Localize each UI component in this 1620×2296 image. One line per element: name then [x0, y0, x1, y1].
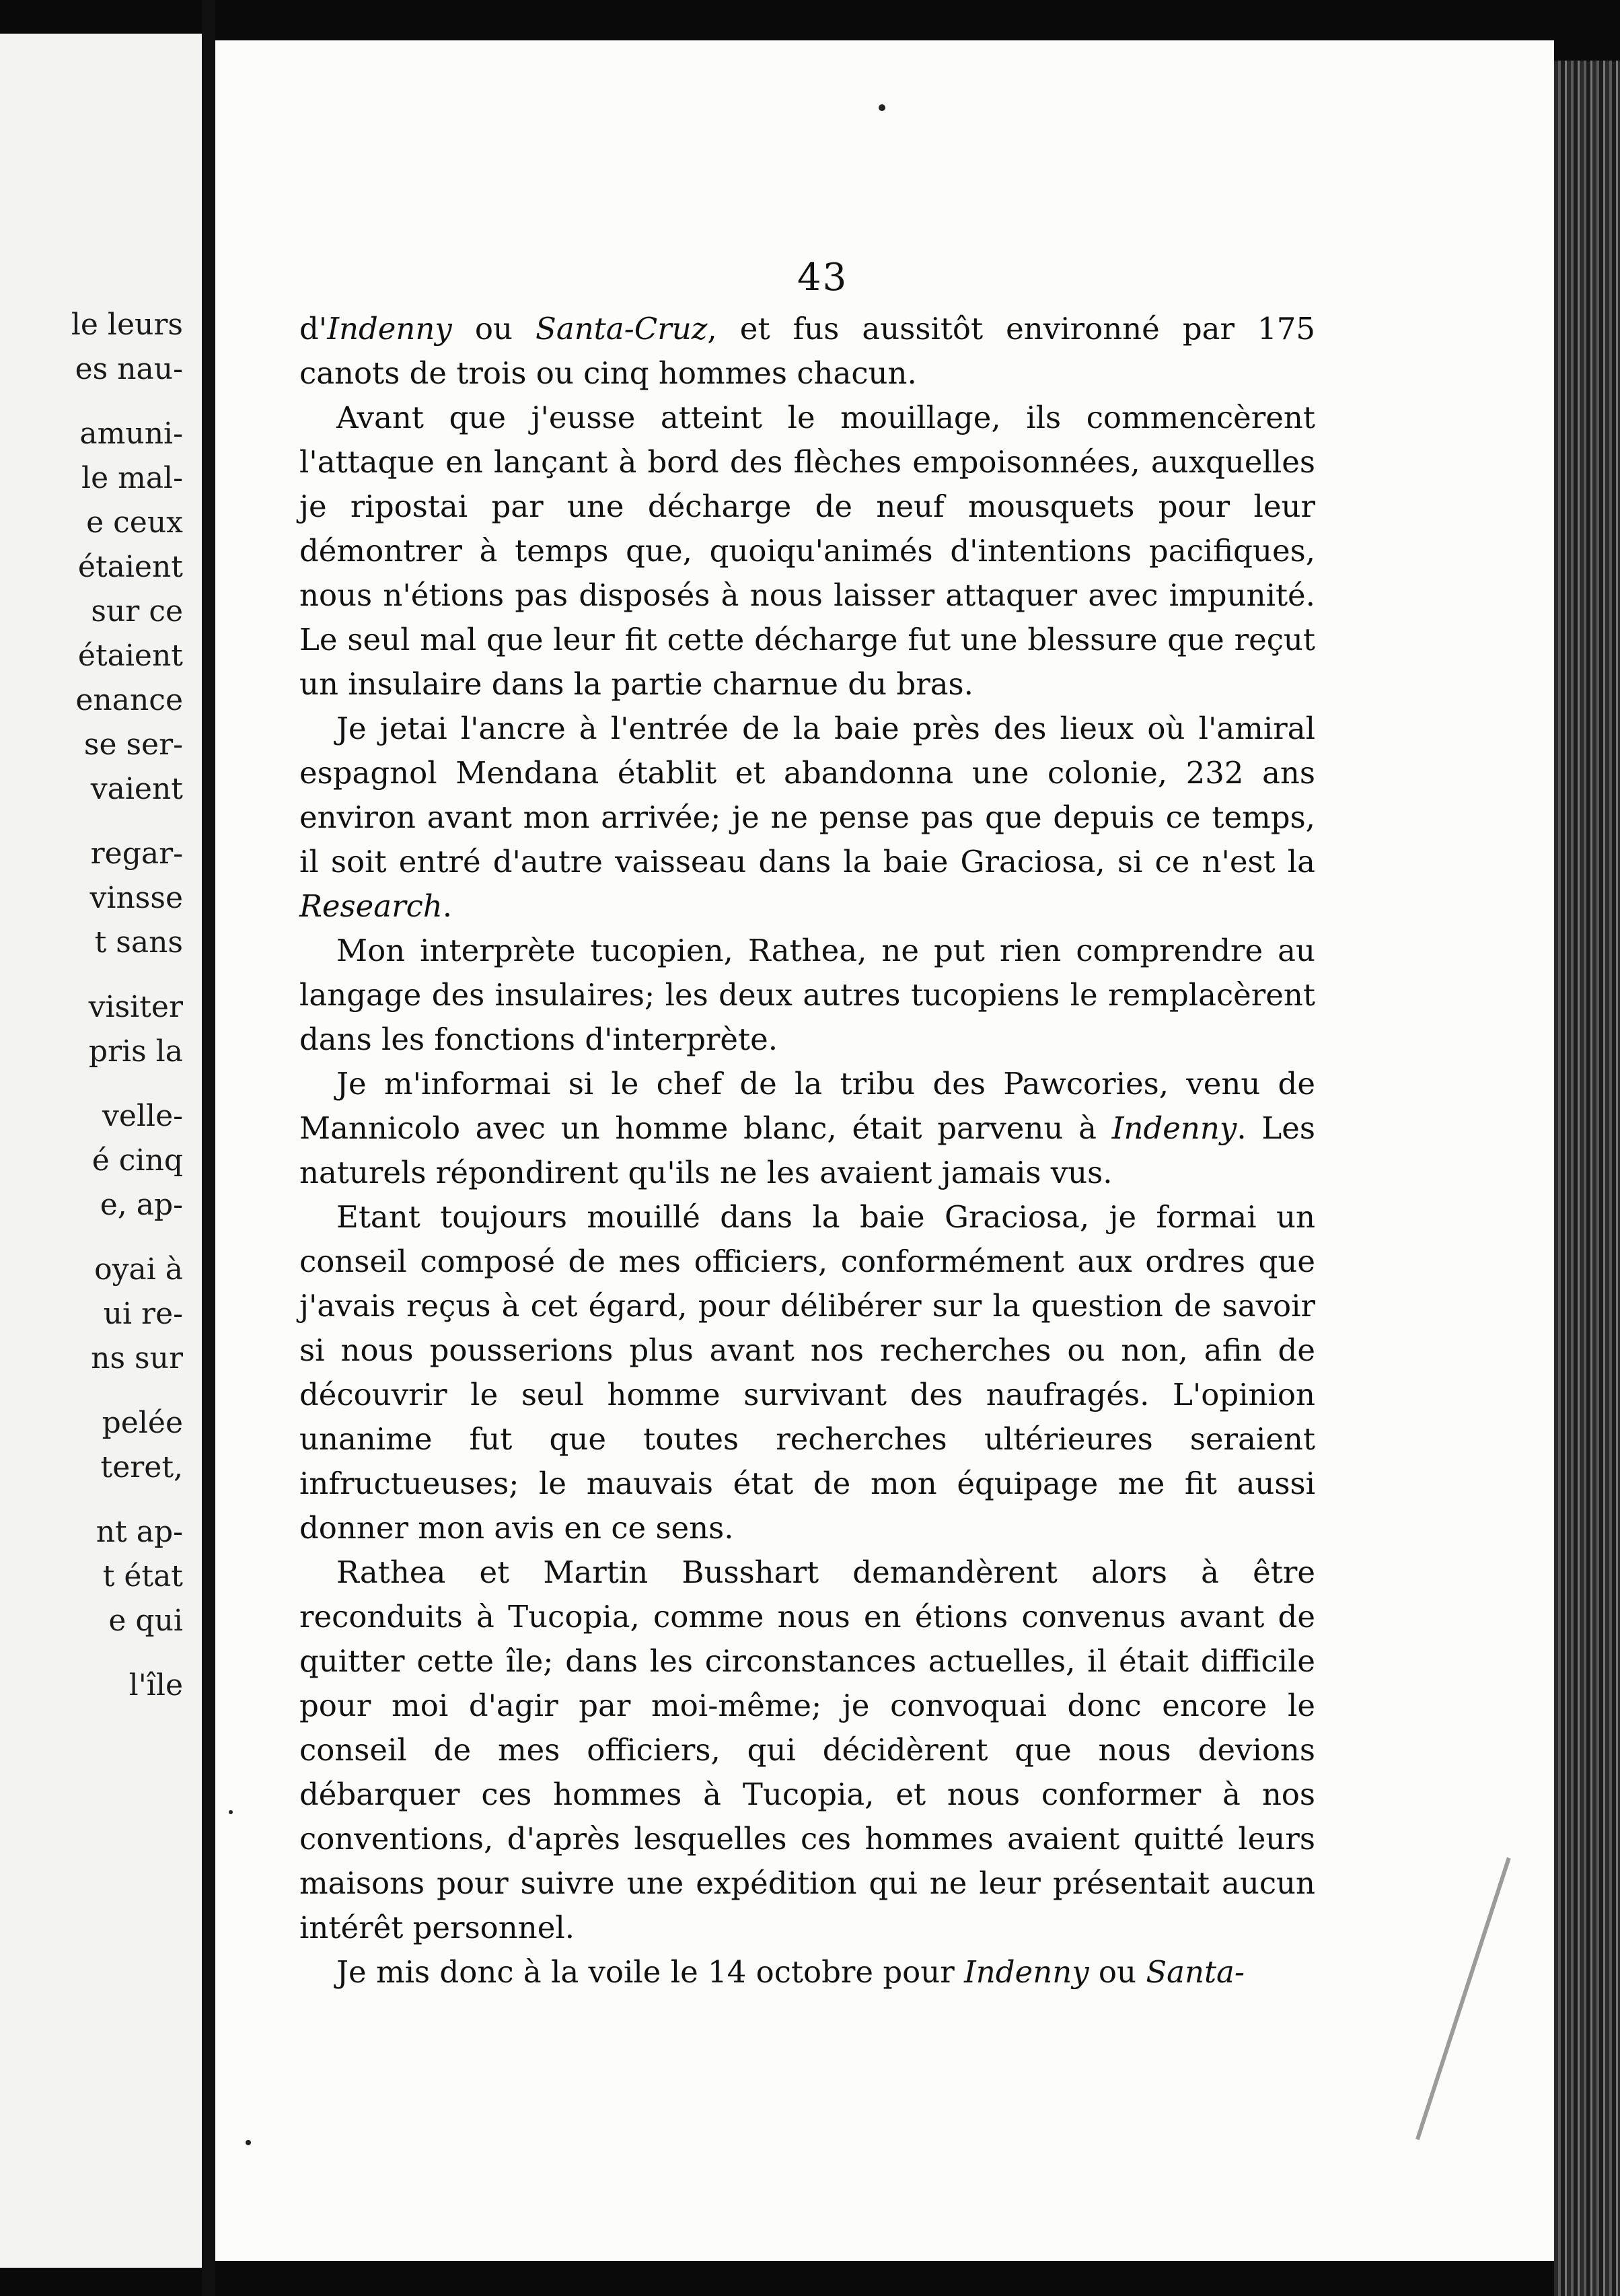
- paragraph: [299, 707, 1315, 929]
- book-gutter: [202, 0, 215, 2296]
- left-page-line: ui re-: [103, 1297, 183, 1331]
- page-number: 43: [797, 256, 848, 299]
- left-page-line: pelée: [102, 1406, 183, 1440]
- left-page-line: enance: [75, 683, 183, 717]
- speck: [229, 1810, 233, 1814]
- speck: [246, 2140, 251, 2145]
- left-page: [0, 34, 202, 2268]
- left-page-line: nt ap-: [96, 1515, 183, 1549]
- paragraph: [299, 1550, 1315, 1950]
- text-segment: ou: [451, 311, 536, 347]
- italic-text: Santa-: [1146, 1954, 1245, 1990]
- paragraph: [299, 396, 1315, 707]
- text-segment: . Les naturels répondirent qu'ils ne les avaient jamais vus.: [299, 1110, 1315, 1190]
- left-page-line: e ceux: [86, 505, 183, 540]
- text-segment: Avant que j'eusse atteint le mouillage, ils commencèrent l'attaque en lançant à bord des flèches empoisonnées, auxquelles je ripostai par une décharge de neuf mousquets pour leur démontrer à temps que, quoiqu'animés d'intentions pacifiques, nous n'étions pas disposés à nous laisser attaquer avec impunité. Le seul mal que leur fit cette décharge fut une blessure que reçut un insulaire dans la partie charnue du bras.: [299, 400, 1315, 702]
- italic-text: Indenny: [1111, 1110, 1237, 1146]
- text-segment: , et fus aussitôt environné par 175 canots de trois ou cinq hommes chacun.: [299, 311, 1315, 391]
- text-segment: ou: [1089, 1954, 1146, 1990]
- text-segment: Je m'informai si le chef de la tribu des Pawcories, venu de Mannicolo avec un homme blanc, était parvenu à: [299, 1066, 1315, 1146]
- left-page-line: étaient: [77, 639, 183, 673]
- left-page-line: sur ce: [91, 594, 183, 629]
- left-page-line: ns sur: [91, 1341, 183, 1375]
- text-segment: Rathea et Martin Busshart demandèrent alors à être reconduits à Tucopia, comme nous en étions convenus avant de quitter cette île; dans les circonstances actuelles, il était difficile pour moi d'agir par moi-même; je convoquai donc encore le conseil de mes officiers, qui décidèrent que nous devions débarquer ces hommes à Tucopia, et nous conformer à nos conventions, d'après lesquelles ces hommes avaient quitté leurs maisons pour suivre une expédition qui ne leur présentait aucun intérêt personnel.: [299, 1554, 1315, 1945]
- left-page-line: t sans: [94, 925, 183, 960]
- paragraph: [299, 1950, 1315, 1995]
- left-page-line: es nau-: [75, 352, 183, 386]
- left-page-line: t état: [102, 1559, 183, 1593]
- paragraph: [299, 307, 1315, 396]
- italic-text: Indenny: [964, 1954, 1089, 1990]
- italic-text: Santa-Cruz: [536, 311, 708, 347]
- left-page-line: amuni-: [79, 417, 183, 451]
- left-page-line: teret,: [100, 1450, 183, 1484]
- left-page-line: oyai à: [94, 1252, 183, 1287]
- italic-text: Research: [299, 888, 443, 924]
- left-page-line: regar-: [90, 836, 183, 871]
- left-page-line: le leurs: [71, 308, 183, 342]
- paragraph: [299, 929, 1315, 1062]
- text-segment: Mon interprète tucopien, Rathea, ne put rien comprendre au langage des insulaires; les deux autres tucopiens le remplacèrent dans les fonctions d'interprète.: [299, 933, 1315, 1057]
- left-page-line: é cinq: [91, 1143, 183, 1178]
- left-page-line: e, ap-: [100, 1188, 183, 1222]
- text-segment: Je jetai l'ancre à l'entrée de la baie près des lieux où l'amiral espagnol Mendana établit et abandonna une colonie, 232 ans environ avant mon arrivée; je ne pense pas que depuis ce temps, il soit entré d'autre vaisseau dans la baie Graciosa, si ce n'est la: [299, 711, 1315, 880]
- left-page-line: e qui: [108, 1604, 183, 1638]
- speck: [879, 104, 885, 111]
- text-segment: d': [299, 311, 328, 347]
- paragraph: [299, 1062, 1315, 1195]
- left-page-text: [71, 303, 183, 1708]
- left-page-line: visiter: [88, 990, 183, 1024]
- left-page-line: vaient: [90, 772, 183, 806]
- left-page-line: le mal-: [81, 461, 183, 495]
- left-page-line: vinsse: [89, 881, 183, 915]
- left-page-line: l'île: [128, 1668, 183, 1702]
- left-page-line: pris la: [88, 1034, 183, 1069]
- left-page-line: se ser-: [83, 727, 183, 762]
- page-edge-strip: [1554, 61, 1620, 2296]
- italic-text: Indenny: [327, 311, 452, 347]
- text-segment: .: [442, 888, 453, 924]
- left-page-line: velle-: [102, 1099, 183, 1133]
- text-segment: Etant toujours mouillé dans la baie Graciosa, je formai un conseil composé de mes officiers, conformément aux ordres que j'avais reçus à cet égard, pour délibérer sur la question de savoir si nous pousserions plus avant nos recherches ou non, afin de découvrir le seul homme survivant des naufragés. L'opinion unanime fut que toutes recherches ultérieures seraient infructueuses; le mauvais état de mon équipage me fit aussi donner mon avis en ce sens.: [299, 1199, 1315, 1546]
- body-text: [299, 307, 1315, 1995]
- paragraph: [299, 1195, 1315, 1550]
- left-page-line: étaient: [77, 550, 183, 584]
- text-segment: Je mis donc à la voile le 14 octobre pour: [336, 1954, 965, 1990]
